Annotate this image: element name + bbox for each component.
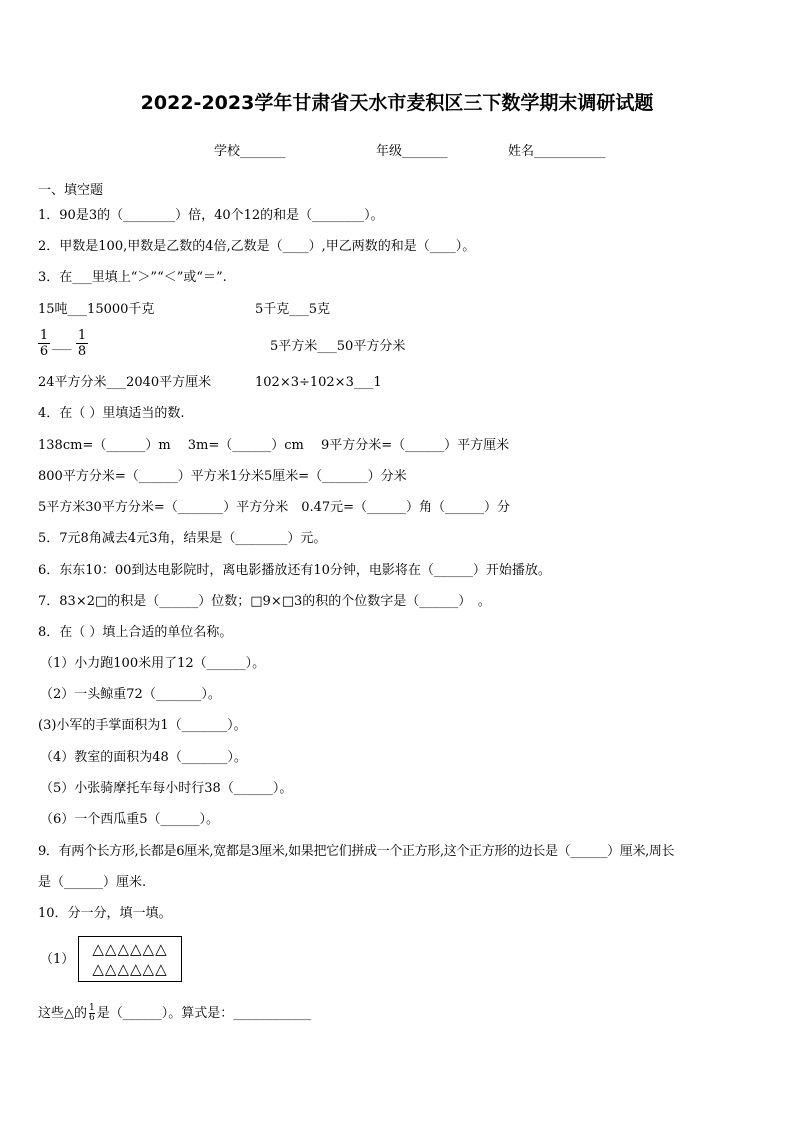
page-title: 2022-2023学年甘肃省天水市麦积区三下数学期末调研试题 (140, 92, 654, 114)
question-4a: 138cm=（______）m 3m=（______）cm 9平方分米=（______）平方厘米 (38, 438, 510, 453)
question-8-1: （1）小力跑100米用了12（______）。 (40, 656, 266, 671)
question-2: 2．甲数是100,甲数是乙数的4倍,乙数是（____）,甲乙两数的和是（____）。 (38, 239, 476, 254)
fraction-one-eighth (76, 328, 88, 359)
fraction-denominator: 6 (39, 344, 49, 359)
question-5: 5．7元8角减去4元3角，结果是（________）元。 (38, 531, 327, 546)
fraction-one-sixth (38, 328, 50, 359)
fraction-numerator: 1 (89, 1003, 95, 1013)
grade-field: 年级_______ (376, 144, 448, 159)
fraction-denominator: 8 (77, 344, 87, 359)
question-3f: 102×3÷102×3___1 (255, 375, 382, 390)
question-9-line2: 是（______）厘米. (38, 875, 147, 890)
question-4b: 800平方分米=（______）平方米1分米5厘米=（_______）分米 (38, 469, 407, 484)
triangle-row: △△△△△△ (92, 940, 168, 958)
question-8: 8．在（ ）填上合适的单位名称。 (38, 625, 233, 640)
fraction-denominator: 6 (89, 1013, 95, 1023)
school-field: 学校_______ (214, 144, 286, 159)
question-4: 4．在（ ）里填适当的数. (38, 406, 185, 421)
triangle-box (78, 936, 182, 982)
question-7: 7．83×2□的积是（______）位数；□9×□3的积的个位数字是（______） 。 (38, 594, 491, 609)
question-3a: 15吨___15000千克 (38, 302, 155, 317)
question-3d: 5平方米___50平方分米 (270, 339, 406, 354)
fraction-numerator: 1 (77, 328, 87, 343)
triangle-row: △△△△△△ (92, 960, 168, 978)
answer-prefix: 这些△的 (38, 1006, 87, 1021)
question-10-answer (38, 1004, 311, 1023)
question-6: 6．东东10：00到达电影院时，离电影播放还有10分钟，电影将在（______）开始播放。 (38, 563, 551, 578)
fraction-numerator: 1 (39, 328, 49, 343)
question-1: 1．90是3的（________）倍，40个12的和是（________）。 (38, 208, 384, 223)
question-9-line1: 9．有两个长方形,长都是6厘米,宽都是3厘米,如果把它们拼成一个正方形,这个正方形的边长是（______）厘米,周长 (38, 844, 675, 859)
fraction-one-sixth (89, 1004, 95, 1023)
question-8-3: (3)小军的手掌面积为1（_______）。 (38, 718, 247, 733)
question-10: 10．分一分，填一填。 (38, 906, 172, 921)
question-8-4: （4）教室的面积为48（_______）。 (40, 750, 247, 765)
question-3b: 5千克___5克 (255, 302, 331, 317)
question-8-6: （6）一个西瓜重5（______）。 (40, 812, 220, 827)
answer-suffix: 是（______）。算式是：____________ (96, 1006, 312, 1021)
section-heading: 一、填空题 (38, 183, 104, 198)
question-3: 3．在___里填上“＞”“＜”或“＝”. (38, 270, 227, 285)
question-10-label: （1） (40, 952, 75, 967)
name-field: 姓名___________ (508, 144, 606, 159)
question-4c: 5平方米30平方分米=（_______）平方分米 0.47元=（______）角（______）分 (38, 500, 511, 515)
compare-blank: ___ (52, 336, 72, 351)
question-8-5: （5）小张骑摩托车每小时行38（______）。 (40, 781, 293, 796)
question-8-2: （2）一头鲸重72（_______）。 (40, 687, 221, 702)
question-3e: 24平方分米___2040平方厘米 (38, 375, 212, 390)
